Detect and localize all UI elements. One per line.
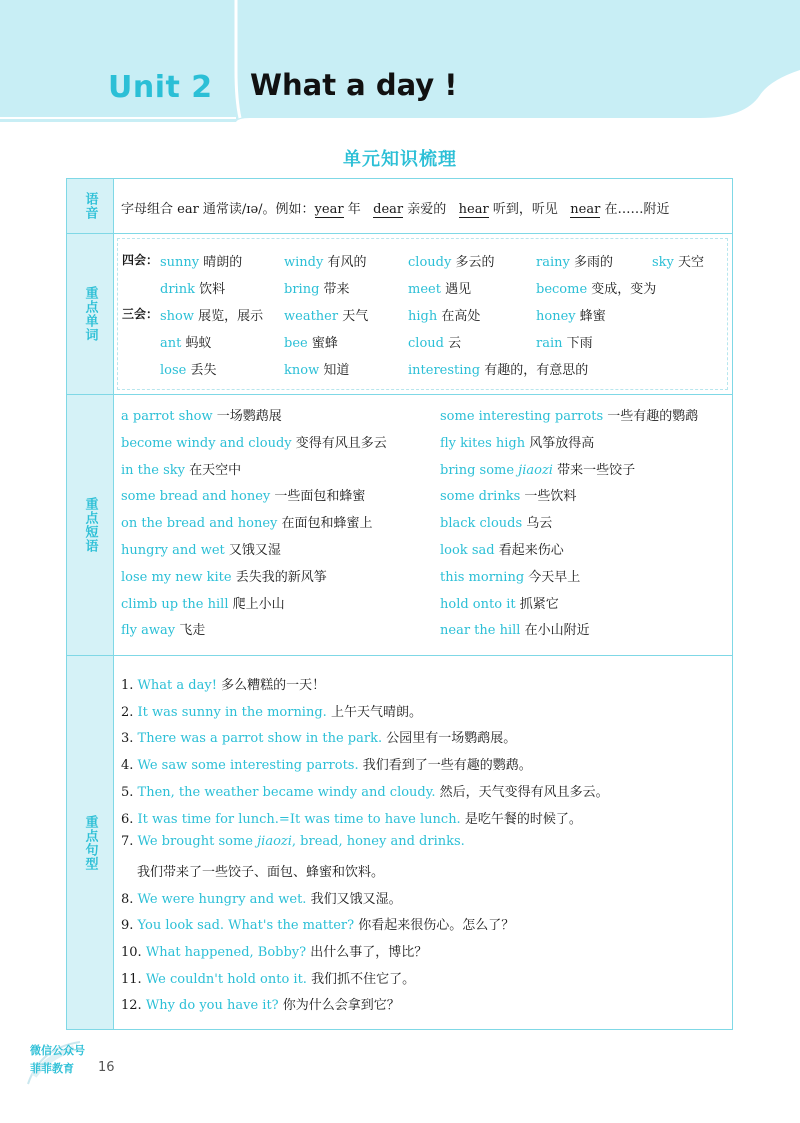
page-number: 16 [98, 1060, 115, 1075]
phrases-label: 重点短语 [82, 497, 98, 553]
vocab-item: sunny 晴朗的 [160, 255, 243, 270]
sentences-row [67, 656, 732, 1029]
phrase-item: become windy and cloudy 变得有风且多云 [121, 435, 387, 451]
sentence-item: 3. There was a parrot show in the park. 公园里有一场鹦鹉展。 [121, 731, 517, 747]
phrase-item: in the sky 在天空中 [121, 462, 242, 478]
vocab-item: meet 遇见 [408, 282, 472, 297]
phrase-item: a parrot show 一场鹦鹉展 [121, 409, 282, 424]
footer-watermark [20, 1038, 120, 1088]
phrases-row [67, 395, 732, 656]
vocab-item: become 变成，变为 [536, 282, 657, 297]
vocab-row [67, 234, 732, 395]
vocab-item: high 在高处 [408, 309, 481, 324]
vocab-line: 四会： sunny 晴朗的 windy 有风的 cloudy 多云的 rainy 多雨的 sky 天空 [122, 253, 705, 270]
vocab-item: know 知道 [284, 363, 350, 378]
phrase-item: on the bread and honey 在面包和蜂蜜上 [121, 516, 373, 532]
vocab-label: 重点单词 [82, 286, 98, 342]
vocab-item: rainy 多雨的 [536, 255, 613, 270]
phrase-item: hold onto it 抓紧它 [440, 596, 559, 612]
phrase-item: near the hill 在小山附近 [440, 623, 590, 639]
example-word: dear [373, 202, 404, 217]
pronunciation-label: 语音 [82, 192, 98, 220]
footer-wechat: 微信公众号 [30, 1044, 85, 1057]
unit-title: What a day ! [250, 68, 458, 102]
vocab-line: 三会： show 展览，展示 weather 天气 high 在高处 honey 蜂蜜 [122, 307, 606, 324]
example-word: year [314, 202, 344, 217]
sentence-item: 5. Then, the weather became windy and cloudy. 然后，天气变得有风且多云。 [121, 784, 609, 800]
sentence-item: 8. We were hungry and wet. 我们又饿又湿。 [121, 891, 402, 907]
vocab-item: bring 带来 [284, 282, 350, 297]
sentence-item: 7. We brought some jiaozi, bread, honey and drinks. [121, 834, 465, 850]
vocab-item: cloud 云 [408, 336, 462, 351]
sentence-item: 9. You look sad. What's the matter? 你看起来很伤心。怎么了？ [121, 918, 515, 934]
example-word: hear [458, 202, 489, 217]
sentence-item: 2. It was sunny in the morning. 上午天气晴朗。 [121, 704, 422, 720]
vocab-line [118, 359, 727, 386]
vocab-item: drink 饮料 [160, 282, 226, 297]
sentence-item: 6. It was time for lunch.=It was time to have lunch. 是吃午餐的时候了。 [121, 811, 582, 827]
vocab-item: weather 天气 [284, 309, 369, 324]
phrase-item: fly away 飞走 [121, 623, 206, 639]
vocab-item: honey 蜂蜜 [536, 309, 606, 324]
phrase-item: bring some jiaozi 带来一些饺子 [440, 462, 636, 478]
sentence-item: 11. We couldn't hold onto it. 我们抓不住它了。 [121, 971, 416, 987]
knowledge-table [66, 178, 733, 1030]
phrase-item: some bread and honey 一些面包和蜂蜜 [121, 489, 366, 505]
phrase-item: some drinks 一些饮料 [440, 489, 577, 505]
vocab-item: show 展览，展示 [160, 309, 264, 324]
example-word: near [570, 202, 601, 217]
vocab-item: rain 下雨 [536, 336, 593, 351]
sentences-label: 重点句型 [82, 814, 98, 871]
vocab-item: sky 天空 [652, 255, 705, 270]
phrase-item: this morning 今天早上 [440, 569, 581, 585]
sentence-item: 10. What happened, Bobby? 出什么事了，博比？ [121, 945, 428, 960]
sentence-translation: 我们带来了一些饺子、面包、蜂蜜和饮料。 [137, 864, 385, 880]
unit-label: Unit 2 [108, 70, 213, 105]
phrase-item: lose my new kite 丢失我的新风筝 [121, 569, 327, 585]
vocab-line [118, 278, 727, 305]
pronunciation-intro: 字母组合 ear 通常读/ɪə/。例如： [121, 202, 315, 217]
vocab-item: ant 蚂蚁 [160, 336, 212, 351]
phrase-item: climb up the hill 爬上小山 [121, 596, 285, 612]
phrase-item: black clouds 乌云 [440, 516, 553, 532]
vocab-box [117, 238, 728, 390]
vocab-item: interesting 有趣的，有意思的 [408, 363, 589, 378]
pronunciation-row [67, 179, 732, 234]
section-title: 单元知识梳理 [343, 149, 457, 170]
footer-brand: 菲菲教育 [30, 1062, 74, 1075]
sentence-item: 12. Why do you have it? 你为什么会拿到它？ [121, 998, 400, 1014]
phrase-item: look sad 看起来伤心 [440, 543, 564, 558]
phrase-item: some interesting parrots 一些有趣的鹦鹉 [440, 409, 699, 424]
sentence-item: 1. What a day! 多么糟糕的一天！ [121, 678, 326, 693]
pronunciation-line: 字母组合 ear 通常读/ɪə/。例如：year 年 dear 亲爱的 hear 听到，听见 near 在……附近 [121, 202, 670, 217]
phrase-item: hungry and wet 又饿又湿 [121, 543, 281, 558]
vocab-item: windy 有风的 [284, 255, 367, 270]
sentence-item: 4. We saw some interesting parrots. 我们看到了一些有趣的鹦鹉。 [121, 758, 532, 774]
phrase-item: fly kites high 风筝放得高 [440, 435, 595, 451]
vocab-item: cloudy 多云的 [408, 255, 495, 270]
vocab-item: lose 丢失 [160, 363, 217, 378]
vocab-item: bee 蜜蜂 [284, 336, 338, 351]
vocab-line [118, 332, 727, 359]
